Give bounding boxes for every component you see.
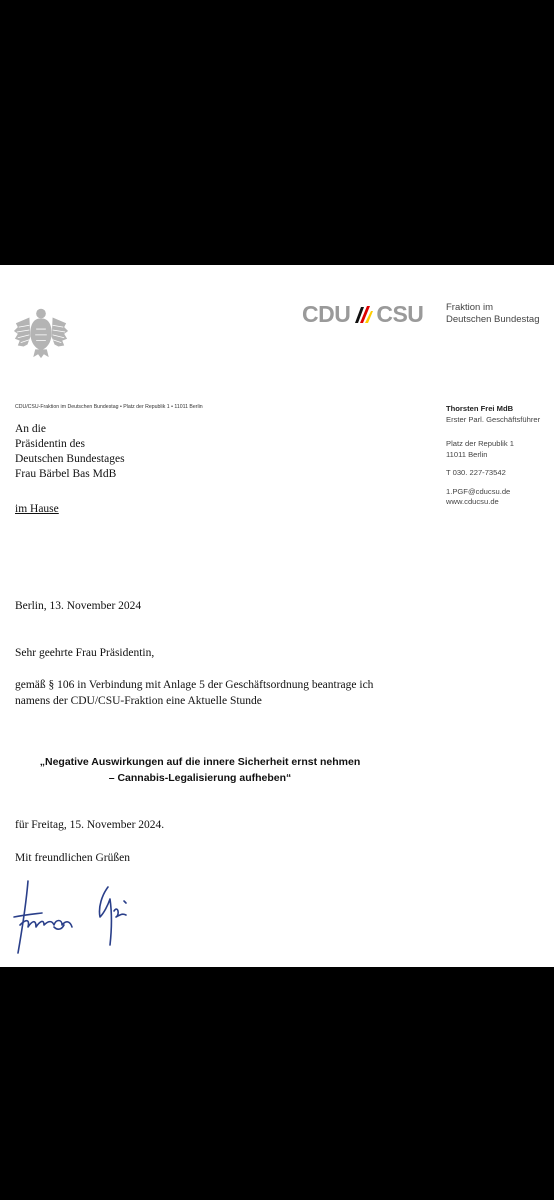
logo-subtitle-line2: Deutschen Bundestag: [446, 314, 540, 325]
sender-role: Erster Parl. Geschäftsführer: [446, 414, 541, 424]
sender-return-address: CDU/CSU-Fraktion im Deutschen Bundestag • Platz der Republik 1 • 11011 Berlin: [15, 404, 203, 410]
logo-subtitle-line1: Fraktion im: [446, 302, 493, 313]
logo-subtitle: [446, 302, 539, 326]
logo-csu-text: CSU: [376, 301, 424, 327]
letter-body-line2: namens der CDU/CSU-Fraktion eine Aktuelle Stunde: [15, 695, 262, 707]
sender-email: 1.PGF@cducsu.de: [446, 486, 511, 496]
cdu-csu-logo: [302, 301, 423, 327]
handwritten-signature: [10, 875, 140, 965]
recipient-address: [15, 422, 125, 482]
sender-info-column: [446, 404, 540, 508]
recipient-line1: An die: [15, 423, 46, 435]
letter-closing: Mit freundlichen Grüßen: [15, 852, 130, 864]
letter-date: Berlin, 13. November 2024: [15, 600, 142, 612]
letter-page: [0, 265, 554, 967]
letter-salutation: Sehr geehrte Frau Präsidentin,: [15, 647, 155, 659]
sender-website: www.cducsu.de: [446, 497, 499, 506]
letter-body: [15, 677, 373, 709]
party-flag-swoosh-icon: [352, 303, 374, 325]
recipient-line2: Präsidentin des: [15, 438, 85, 450]
recipient-line4: Frau Bärbel Bas MdB: [15, 468, 117, 480]
letter-body-line1: gemäß § 106 in Verbindung mit Anlage 5 der Geschäftsordnung beantrage ich: [15, 679, 374, 691]
debate-topic-line1: „Negative Auswirkungen auf die innere Sicherheit ernst nehmen: [39, 756, 361, 768]
logo-cdu-text: CDU: [302, 301, 351, 327]
sender-phone: T 030. 227-73542: [446, 468, 506, 477]
sender-street: Platz der Republik 1: [446, 439, 514, 448]
recipient-house: im Hause: [15, 503, 59, 515]
debate-topic: [0, 754, 400, 786]
federal-eagle-icon: [12, 302, 70, 360]
debate-topic-line2: – Cannabis-Legalisierung aufheben“: [108, 772, 292, 784]
letter-requested-date: für Freitag, 15. November 2024.: [15, 819, 165, 831]
sender-city: 11011 Berlin: [446, 449, 488, 459]
sender-name: Thorsten Frei MdB: [446, 404, 514, 413]
recipient-line3: Deutschen Bundestages: [15, 453, 125, 465]
